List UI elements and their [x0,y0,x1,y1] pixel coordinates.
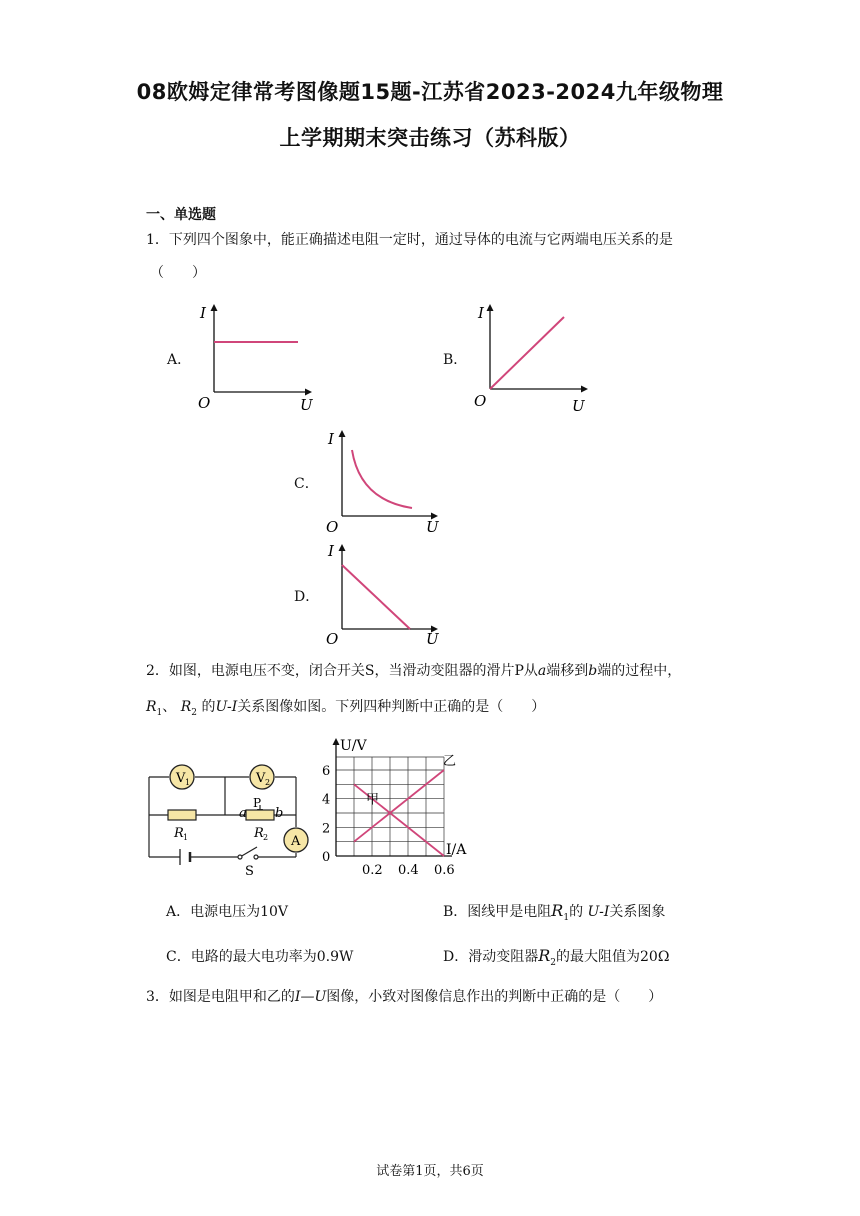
svg-text:P: P [253,796,262,810]
page-footer: 试卷第1页，共6页 [376,1164,484,1179]
y-tick-label: 2 [322,821,331,837]
rheostat-r2 [246,810,274,820]
y-tick-label: 0 [322,850,331,865]
q2-option-c: C．电路的最大电功率为0.9W [166,949,354,965]
x-axis-label: U [572,397,585,415]
q1-option-d-graph [322,538,450,650]
title-line1: 08欧姆定律常考图像题15题-江苏省2023-2024九年级物理 [136,80,724,104]
svg-text:1: 1 [185,778,191,787]
origin-label: O [326,630,339,648]
svg-text:b: b [275,806,284,821]
origin-label: O [198,394,211,412]
q1-text-line1: 1．下列四个图象中，能正确描述电阻一定时，通过导体的电流与它两端电压关系的是 [146,232,673,248]
svg-text:R: R [254,826,264,841]
x-tick-label: 0.2 [362,863,383,878]
q2-text-line2: $R_1$、 $R_2$ 的U-I关系图像如图。下列四种判断中正确的是（ ） [146,699,546,718]
x-axis-arrow [305,389,312,396]
series-label-yi: 乙 [443,753,457,769]
q1-option-b-label: B． [443,352,468,368]
graph-line [490,317,564,389]
q2-ui-chart [318,733,478,879]
q1-option-a-label: A． [167,352,192,368]
svg-text:A: A [291,834,301,849]
y-tick-label: 4 [322,792,331,808]
switch-contact [238,855,242,859]
y-axis-label: I [328,430,334,448]
origin-label: O [326,518,339,536]
resistor-r1 [168,810,196,820]
x-axis-label: I/A [446,842,467,858]
y-axis-label: I [328,542,334,560]
y-axis-label: I [200,304,206,322]
q2-option-b: B．图线甲是电阻$R_1$的 U-I关系图象 [443,901,666,923]
graph-line [342,565,410,629]
svg-text:R: R [174,826,184,841]
graph-curve [352,450,412,508]
q3-text: 3．如图是电阻甲和乙的I—U图像，小致对图像信息作出的判断中正确的是（ ） [146,989,663,1005]
y-axis-arrow [333,738,340,745]
svg-text:a: a [239,806,247,821]
y-axis-arrow [339,544,346,551]
q1-option-a-graph [194,300,324,412]
svg-text:2: 2 [263,833,269,842]
svg-text:S: S [245,864,254,879]
origin-label: O [474,392,487,410]
x-axis-arrow [581,386,588,393]
chart-labels [322,738,467,878]
y-axis-arrow [487,304,494,311]
x-axis-label: U [426,518,439,536]
x-axis-label: U [426,630,439,648]
y-axis-label: I [478,304,484,322]
svg-text:V: V [176,771,186,786]
y-tick-label: 6 [322,764,331,779]
chart-axes [333,738,453,856]
q2-option-a: A．电源电压为10V [166,904,289,920]
q2-option-d: D．滑动变阻器$R_2$的最大阻值为20Ω [443,946,670,968]
q1-option-c-label: C． [294,476,319,492]
section-heading: 一、单选题 [146,207,216,223]
svg-text:2: 2 [265,778,271,787]
y-axis-arrow [211,304,218,311]
q1-option-b-graph [472,300,602,416]
x-tick-label: 0.4 [398,863,419,878]
switch-contact [254,855,258,859]
q1-option-c-graph [322,424,450,536]
q2-text-line1: 2．如图，电源电压不变，闭合开关S，当滑动变阻器的滑片P从a端移到b端的过程中， [146,663,682,679]
q1-text-line2: （ ） [150,265,206,281]
q1-option-d-label: D． [294,589,320,605]
y-axis-label: U/V [340,738,367,754]
svg-text:V: V [256,771,266,786]
series-label-jia: 甲 [366,792,380,808]
q2-circuit-diagram [144,755,314,880]
svg-text:1: 1 [183,833,189,842]
chart-grid [336,757,444,856]
x-tick-label: 0.6 [434,863,455,878]
title-line2: 上学期期末突击练习（苏科版） [279,126,581,150]
x-axis-label: U [300,396,313,412]
y-axis-arrow [339,430,346,437]
